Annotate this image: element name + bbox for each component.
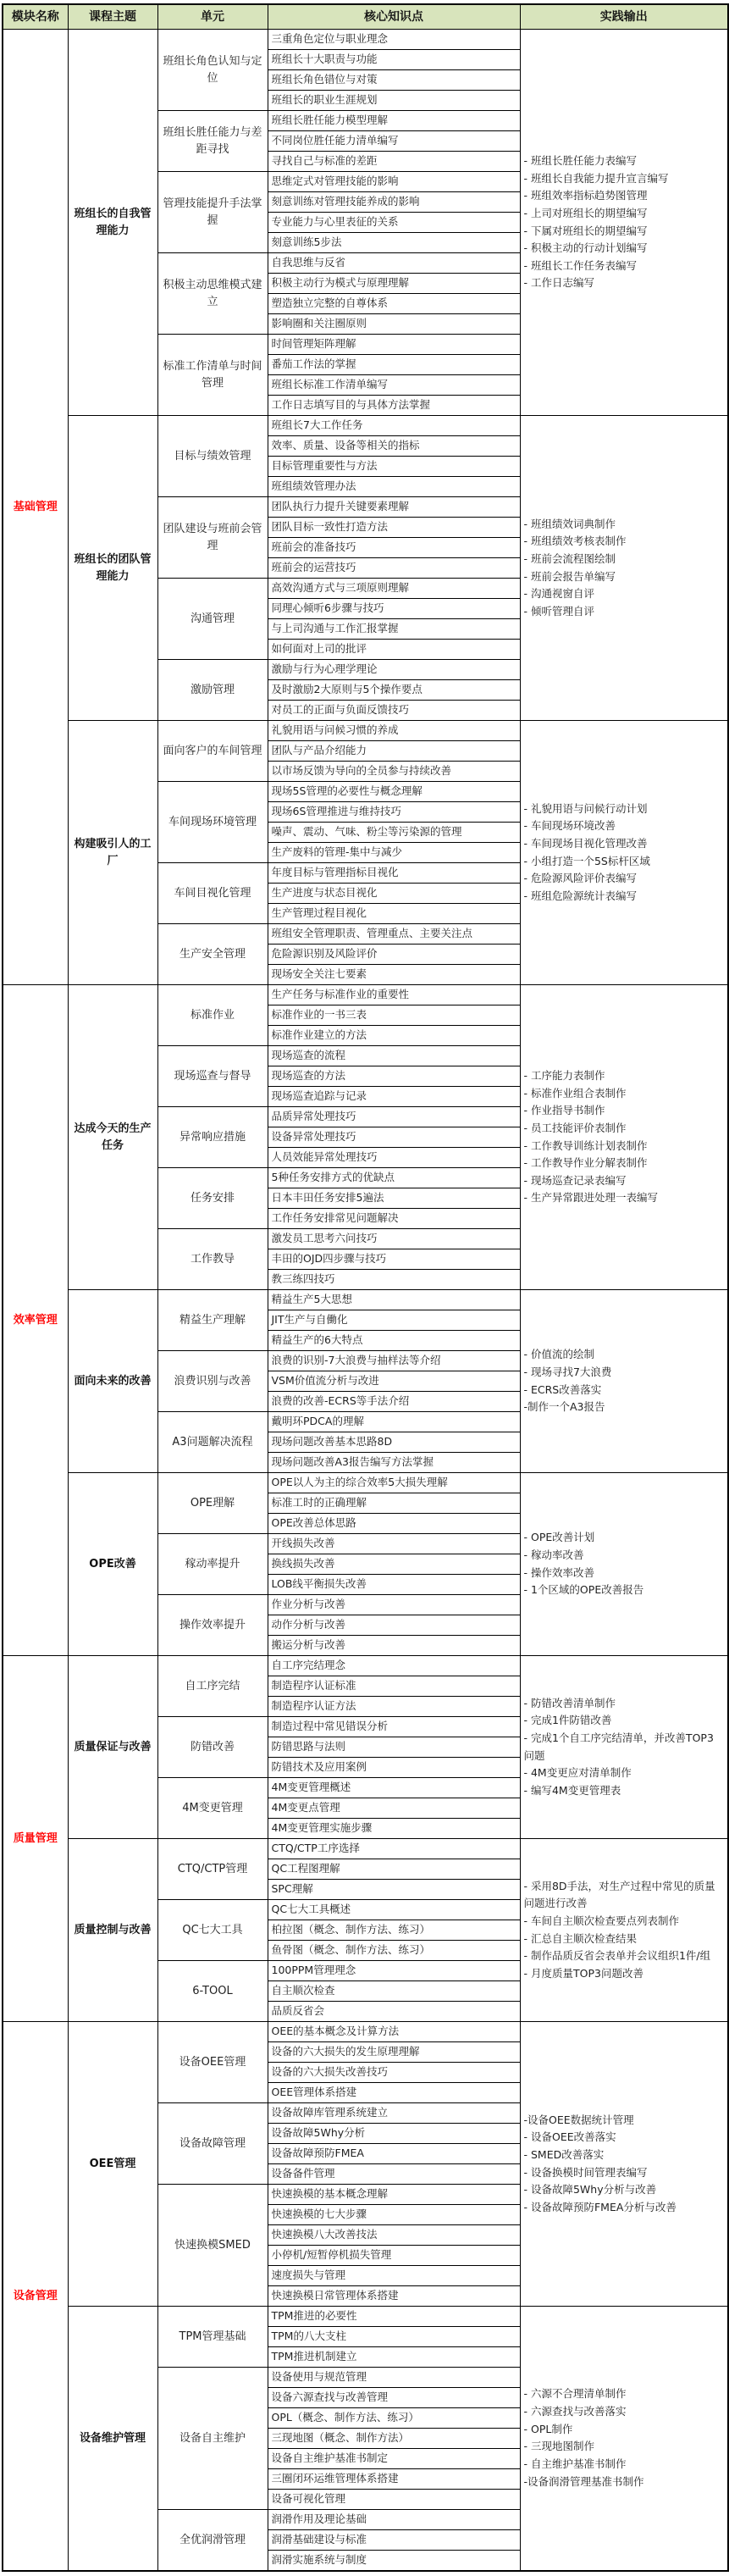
- knowledge-point-cell: 礼貌用语与问候习惯的养成: [268, 721, 520, 741]
- knowledge-point-cell: 三圈闭环运维管理体系搭建: [268, 2469, 520, 2490]
- unit-cell: 面向客户的车间管理: [157, 721, 268, 782]
- output-item: - 工作日志编写: [523, 276, 594, 290]
- knowledge-point-cell: 设备异常处理技巧: [268, 1127, 520, 1148]
- table-row: [3, 1656, 728, 1676]
- output-item: - 工序能力表制作: [523, 1069, 605, 1082]
- column-header-knowledge: 核心知识点: [268, 4, 520, 30]
- unit-cell: 全优润滑管理: [157, 2510, 268, 2571]
- knowledge-point-cell: 不同岗位胜任能力清单编写: [268, 131, 520, 152]
- knowledge-point-cell: 标准作业建立的方法: [268, 1026, 520, 1046]
- output-item: - 倾听管理自评: [523, 604, 594, 618]
- output-item: - 月度质量TOP3问题改善: [523, 1966, 643, 1980]
- output-item: - 班组绩效考核表制作: [523, 535, 627, 548]
- output-item: - 1个区域的OPE改善报告: [523, 1583, 644, 1597]
- knowledge-point-cell: 小停机/短暂停机损失管理: [268, 2246, 520, 2266]
- knowledge-point-cell: QC工程图理解: [268, 1859, 520, 1880]
- output-item: - 自主维护基准书制作: [523, 2457, 627, 2470]
- unit-cell: 异常响应措施: [157, 1107, 268, 1168]
- table-row: [3, 1473, 728, 1493]
- unit-cell: 生产安全管理: [157, 924, 268, 985]
- unit-cell: 设备故障管理: [157, 2103, 268, 2185]
- knowledge-point-cell: 班组长标准工作清单编写: [268, 375, 520, 396]
- unit-cell: 任务安排: [157, 1168, 268, 1229]
- knowledge-point-cell: 现场6S管理推进与维持技巧: [268, 802, 520, 823]
- unit-cell: 6-TOOL: [157, 1961, 268, 2022]
- unit-cell: 管理技能提升手法掌握: [157, 172, 268, 253]
- output-item: - 班组长工作任务表编写: [523, 258, 637, 272]
- module-name-cell: 质量管理: [3, 1656, 68, 2022]
- knowledge-point-cell: 现场巡查的流程: [268, 1046, 520, 1066]
- knowledge-point-cell: 塑造独立完整的自尊体系: [268, 294, 520, 314]
- course-theme-cell: 达成今天的生产任务: [68, 985, 157, 1290]
- knowledge-point-cell: 标准作业的一书三表: [268, 1005, 520, 1026]
- knowledge-point-cell: SPC理解: [268, 1880, 520, 1900]
- practice-outputs-cell: [520, 1473, 728, 1656]
- output-item: - 完成1件防错改善: [523, 1714, 612, 1727]
- knowledge-point-cell: 制造程序认证方法: [268, 1697, 520, 1717]
- output-item: - 采用8D手法，对生产过程中常见的质量问题进行改善: [523, 1879, 715, 1910]
- knowledge-point-cell: 4M变更点管理: [268, 1798, 520, 1819]
- unit-cell: 精益生产理解: [157, 1290, 268, 1351]
- knowledge-point-cell: 设备可视化管理: [268, 2490, 520, 2510]
- knowledge-point-cell: 生产任务与标准作业的重要性: [268, 985, 520, 1005]
- output-item: - 礼貌用语与问候行动计划: [523, 801, 648, 815]
- knowledge-point-cell: 防错技术及应用案例: [268, 1758, 520, 1778]
- knowledge-point-cell: 如何面对上司的批评: [268, 640, 520, 660]
- output-item: - 设备故障5Why分析与改善: [523, 2183, 657, 2197]
- output-item: - 标准作业组合表制作: [523, 1086, 627, 1100]
- module-name-cell: 基础管理: [3, 30, 68, 985]
- module-name-cell: 设备管理: [3, 2022, 68, 2571]
- table-row: [3, 2307, 728, 2327]
- knowledge-point-cell: 刻意训练5步法: [268, 233, 520, 253]
- unit-cell: 目标与绩效管理: [157, 416, 268, 497]
- knowledge-point-cell: 设备使用与规范管理: [268, 2368, 520, 2388]
- knowledge-point-cell: 噪声、震动、气味、粉尘等污染源的管理: [268, 823, 520, 843]
- table-row: [3, 1290, 728, 1310]
- knowledge-point-cell: 及时激励2大原则与5个操作要点: [268, 680, 520, 701]
- output-item: - OPL制作: [523, 2422, 573, 2435]
- knowledge-point-cell: OEE的基本概念及计算方法: [268, 2022, 520, 2042]
- knowledge-point-cell: TPM的八大支柱: [268, 2327, 520, 2347]
- knowledge-point-cell: 设备的六大损失改善技巧: [268, 2063, 520, 2083]
- unit-cell: 操作效率提升: [157, 1595, 268, 1656]
- output-item: - SMED改善落实: [523, 2147, 605, 2161]
- column-header-module: 模块名称: [3, 4, 68, 30]
- knowledge-point-cell: 教三练四技巧: [268, 1270, 520, 1290]
- knowledge-point-cell: 设备六源查找与改善管理: [268, 2388, 520, 2408]
- output-item: - 完成1个自工序完结清单，并改善TOP3问题: [523, 1731, 714, 1762]
- unit-cell: 标准工作清单与时间管理: [157, 335, 268, 416]
- knowledge-point-cell: 动作分析与改善: [268, 1615, 520, 1636]
- output-item: - 现场寻找7大浪费: [523, 1365, 612, 1378]
- knowledge-point-cell: 积极主动行为模式与原理理解: [268, 274, 520, 294]
- output-item: - 班组效率指标趋势图管理: [523, 189, 648, 202]
- knowledge-point-cell: 4M变更管理概述: [268, 1778, 520, 1798]
- knowledge-point-cell: 浪费的改善-ECRS等手法介绍: [268, 1392, 520, 1412]
- output-item: - 价值流的绘制: [523, 1348, 594, 1361]
- unit-cell: 现场巡查与督导: [157, 1046, 268, 1107]
- output-item: - 工作教导训练计划表制作: [523, 1138, 648, 1152]
- output-item: - 班组长自我能力提升宣言编写: [523, 171, 669, 185]
- knowledge-point-cell: 设备的六大损失的发生原理理解: [268, 2042, 520, 2063]
- output-item: - 六源查找与改善落实: [523, 2405, 627, 2418]
- knowledge-point-cell: 现场巡查追踪与记录: [268, 1087, 520, 1107]
- column-header-theme: 课程主题: [68, 4, 157, 30]
- unit-cell: 团队建设与班前会管理: [157, 497, 268, 579]
- output-item: - 车间自主顺次检查要点列表制作: [523, 1914, 679, 1927]
- course-theme-cell: 班组长的自我管理能力: [68, 30, 157, 416]
- knowledge-point-cell: TPM推进的必要性: [268, 2307, 520, 2327]
- output-item: - 生产异常跟进处理一表编写: [523, 1191, 658, 1205]
- unit-cell: 沟通管理: [157, 579, 268, 660]
- knowledge-point-cell: OEE管理体系搭建: [268, 2083, 520, 2103]
- knowledge-point-cell: 刻意训练对管理技能养成的影响: [268, 192, 520, 213]
- unit-cell: 标准作业: [157, 985, 268, 1046]
- knowledge-point-cell: 工作任务安排常见问题解决: [268, 1209, 520, 1229]
- knowledge-point-cell: 班组长7大工作任务: [268, 416, 520, 436]
- output-item: - 设备换模时间管理表编写: [523, 2165, 648, 2179]
- knowledge-point-cell: 以市场反馈为导向的全员参与持续改善: [268, 762, 520, 782]
- table-row: [3, 1839, 728, 1859]
- output-item: - 六源不合理清单制作: [523, 2387, 627, 2401]
- knowledge-point-cell: 班组长的职业生涯规划: [268, 91, 520, 111]
- knowledge-point-cell: 班组绩效管理办法: [268, 477, 520, 497]
- course-theme-cell: OEE管理: [68, 2022, 157, 2307]
- output-item: - 沟通视窗自评: [523, 587, 594, 601]
- knowledge-point-cell: 开线损失改善: [268, 1534, 520, 1554]
- knowledge-point-cell: JIT生产与自働化: [268, 1310, 520, 1331]
- knowledge-point-cell: 品质异常处理技巧: [268, 1107, 520, 1127]
- knowledge-point-cell: 专业能力与心里表征的关系: [268, 213, 520, 233]
- output-item: - 制作品质反省会表单并会议组织1件/组: [523, 1949, 711, 1963]
- table-body: [3, 30, 728, 2571]
- knowledge-point-cell: OPL（概念、制作方法、练习）: [268, 2408, 520, 2429]
- unit-cell: 班组长胜任能力与差距寻找: [157, 111, 268, 172]
- output-item: -设备润滑管理基准书制作: [523, 2474, 644, 2488]
- knowledge-point-cell: 制造程序认证标准: [268, 1676, 520, 1697]
- table-row: [3, 721, 728, 741]
- unit-cell: 自工序完结: [157, 1656, 268, 1717]
- knowledge-point-cell: 日本丰田任务安排5遍法: [268, 1188, 520, 1209]
- knowledge-point-cell: 浪费的识别-7大浪费与抽样法等介绍: [268, 1351, 520, 1371]
- course-theme-cell: 设备维护管理: [68, 2307, 157, 2571]
- column-header-unit: 单元: [157, 4, 268, 30]
- knowledge-point-cell: 柏拉图（概念、制作方法、练习）: [268, 1920, 520, 1941]
- curriculum-page: [0, 3, 729, 2576]
- output-item: - 班组绩效词典制作: [523, 517, 616, 530]
- knowledge-point-cell: 班组安全管理职责、管理重点、主要关注点: [268, 924, 520, 945]
- knowledge-point-cell: 班组长胜任能力模型理解: [268, 111, 520, 131]
- knowledge-point-cell: 快速换模的七大步骤: [268, 2205, 520, 2225]
- knowledge-point-cell: 同理心倾听6步骤与技巧: [268, 599, 520, 619]
- unit-cell: CTQ/CTP管理: [157, 1839, 268, 1900]
- knowledge-point-cell: TPM推进机制建立: [268, 2347, 520, 2368]
- knowledge-point-cell: 换线损失改善: [268, 1554, 520, 1575]
- output-item: - 危险源风险评价表编写: [523, 872, 637, 885]
- knowledge-point-cell: VSM价值流分析与改进: [268, 1371, 520, 1392]
- knowledge-point-cell: 现场巡查的方法: [268, 1066, 520, 1087]
- knowledge-point-cell: OPE改善总体思路: [268, 1514, 520, 1534]
- knowledge-point-cell: 速度损失与管理: [268, 2266, 520, 2286]
- output-item: - 防错改善清单制作: [523, 1696, 616, 1709]
- output-item: - 稼动率改善: [523, 1548, 584, 1561]
- knowledge-point-cell: 快速换模八大改善技法: [268, 2225, 520, 2246]
- knowledge-point-cell: 快速换模的基本概念理解: [268, 2185, 520, 2205]
- knowledge-point-cell: 现场安全关注七要素: [268, 965, 520, 985]
- unit-cell: TPM管理基础: [157, 2307, 268, 2368]
- output-item: - 现场巡查记录表编写: [523, 1173, 627, 1187]
- unit-cell: 快速换模SMED: [157, 2185, 268, 2307]
- output-item: - 设备故障预防FMEA分析与改善: [523, 2200, 677, 2213]
- course-theme-cell: 面向未来的改善: [68, 1290, 157, 1473]
- unit-cell: 防错改善: [157, 1717, 268, 1778]
- unit-cell: 设备自主维护: [157, 2368, 268, 2510]
- knowledge-point-cell: 年度目标与管理指标目视化: [268, 863, 520, 884]
- output-item: - 上司对班组长的期望编写: [523, 206, 648, 219]
- output-item: - 编写4M变更管理表: [523, 1783, 621, 1797]
- course-theme-cell: 构建吸引人的工厂: [68, 721, 157, 985]
- knowledge-point-cell: 团队执行力提升关键要素理解: [268, 497, 520, 518]
- course-theme-cell: 班组长的团队管理能力: [68, 416, 157, 721]
- output-item: - 三现地图制作: [523, 2440, 594, 2453]
- output-item: - 汇总自主顺次检查结果: [523, 1931, 637, 1945]
- knowledge-point-cell: 现场5S管理的必要性与概念理解: [268, 782, 520, 802]
- knowledge-point-cell: 制造过程中常见错误分析: [268, 1717, 520, 1737]
- output-item: - OPE改善计划: [523, 1531, 595, 1544]
- output-item: - 班前会报告单编写: [523, 569, 616, 583]
- unit-cell: 工作教导: [157, 1229, 268, 1290]
- unit-cell: 4M变更管理: [157, 1778, 268, 1839]
- output-item: - ECRS改善落实: [523, 1382, 602, 1396]
- knowledge-point-cell: 防错思路与法则: [268, 1737, 520, 1758]
- output-item: - 下属对班组长的期望编写: [523, 224, 648, 237]
- knowledge-point-cell: 设备故障库管理系统建立: [268, 2103, 520, 2124]
- knowledge-point-cell: 番茄工作法的掌握: [268, 355, 520, 375]
- knowledge-point-cell: 4M变更管理实施步骤: [268, 1819, 520, 1839]
- output-item: - 车间现场环境改善: [523, 819, 616, 833]
- output-item: - 积极主动的行动计划编写: [523, 241, 648, 255]
- unit-cell: 班组长角色认知与定位: [157, 30, 268, 111]
- knowledge-point-cell: 搬运分析与改善: [268, 1636, 520, 1656]
- table-row: [3, 416, 728, 436]
- practice-outputs-cell: [520, 416, 728, 721]
- output-item: -设备OEE数据统计管理: [523, 2113, 634, 2126]
- knowledge-point-cell: 目标管理重要性与方法: [268, 457, 520, 477]
- knowledge-point-cell: 精益生产5大思想: [268, 1290, 520, 1310]
- practice-outputs-cell: [520, 1839, 728, 2022]
- knowledge-point-cell: 鱼骨图（概念、制作方法、练习）: [268, 1941, 520, 1961]
- knowledge-point-cell: 润滑基础建设与标准: [268, 2530, 520, 2551]
- course-theme-cell: 质量控制与改善: [68, 1839, 157, 2022]
- knowledge-point-cell: 戴明环PDCA的理解: [268, 1412, 520, 1432]
- knowledge-point-cell: 对员工的正面与负面反馈技巧: [268, 701, 520, 721]
- table-row: [3, 985, 728, 1005]
- knowledge-point-cell: 激励与行为心理学理论: [268, 660, 520, 680]
- course-theme-cell: 质量保证与改善: [68, 1656, 157, 1839]
- output-item: - 车间现场目视化管理改善: [523, 836, 648, 850]
- table-row: [3, 30, 728, 50]
- knowledge-point-cell: 寻找自己与标准的差距: [268, 152, 520, 172]
- practice-outputs-cell: [520, 2307, 728, 2571]
- knowledge-point-cell: 设备备件管理: [268, 2164, 520, 2185]
- knowledge-point-cell: 快速换模日常管理体系搭建: [268, 2286, 520, 2307]
- knowledge-point-cell: 设备故障5Why分析: [268, 2124, 520, 2144]
- unit-cell: 激励管理: [157, 660, 268, 721]
- knowledge-point-cell: 团队目标一致性打造方法: [268, 518, 520, 538]
- unit-cell: QC七大工具: [157, 1900, 268, 1961]
- unit-cell: 车间现场环境管理: [157, 782, 268, 863]
- knowledge-point-cell: OPE以人为主的综合效率5大损失理解: [268, 1473, 520, 1493]
- output-item: - 工作教导作业分解表制作: [523, 1156, 648, 1170]
- knowledge-point-cell: 班前会的运营技巧: [268, 558, 520, 579]
- output-item: - 操作效率改善: [523, 1565, 594, 1579]
- module-name-cell: 效率管理: [3, 985, 68, 1656]
- curriculum-table: [2, 3, 729, 2572]
- practice-outputs-cell: [520, 985, 728, 1290]
- knowledge-point-cell: 影响圈和关注圈原则: [268, 314, 520, 335]
- knowledge-point-cell: 5种任务安排方式的优缺点: [268, 1168, 520, 1188]
- knowledge-point-cell: 思维定式对管理技能的影响: [268, 172, 520, 192]
- knowledge-point-cell: 时间管理矩阵理解: [268, 335, 520, 355]
- output-item: - 4M变更应对清单制作: [523, 1766, 632, 1780]
- knowledge-point-cell: 高效沟通方式与三项原则理解: [268, 579, 520, 599]
- knowledge-point-cell: QC七大工具概述: [268, 1900, 520, 1920]
- output-item: - 班前会流程图绘制: [523, 551, 616, 565]
- knowledge-point-cell: 生产进度与状态目视化: [268, 884, 520, 904]
- knowledge-point-cell: 精益生产的6大特点: [268, 1331, 520, 1351]
- knowledge-point-cell: 自工序完结理念: [268, 1656, 520, 1676]
- practice-outputs-cell: [520, 1656, 728, 1839]
- knowledge-point-cell: 效率、质量、设备等相关的指标: [268, 436, 520, 457]
- knowledge-point-cell: 100PPM管理理念: [268, 1961, 520, 1981]
- unit-cell: 积极主动思维模式建立: [157, 253, 268, 335]
- practice-outputs-cell: [520, 721, 728, 985]
- output-item: - 班组危险源统计表编写: [523, 889, 637, 902]
- unit-cell: 浪费识别与改善: [157, 1351, 268, 1412]
- knowledge-point-cell: 丰田的OJD四步骤与技巧: [268, 1249, 520, 1270]
- knowledge-point-cell: 工作日志填写目的与具体方法掌握: [268, 396, 520, 416]
- knowledge-point-cell: 人员效能异常处理技巧: [268, 1148, 520, 1168]
- course-theme-cell: OPE改善: [68, 1473, 157, 1656]
- knowledge-point-cell: 团队与产品介绍能力: [268, 741, 520, 762]
- knowledge-point-cell: 自我思维与反省: [268, 253, 520, 274]
- practice-outputs-cell: [520, 2022, 728, 2307]
- unit-cell: 车间目视化管理: [157, 863, 268, 924]
- output-item: - 设备OEE改善落实: [523, 2130, 616, 2144]
- practice-outputs-cell: [520, 1290, 728, 1473]
- knowledge-point-cell: 危险源识别及风险评价: [268, 945, 520, 965]
- knowledge-point-cell: 三重角色定位与职业理念: [268, 30, 520, 50]
- output-item: -制作一个A3报告: [523, 1400, 605, 1414]
- knowledge-point-cell: 三现地图（概念、制作方法）: [268, 2429, 520, 2449]
- knowledge-point-cell: CTQ/CTP工序选择: [268, 1839, 520, 1859]
- header-row: [3, 4, 728, 30]
- knowledge-point-cell: 标准工时的正确理解: [268, 1493, 520, 1514]
- knowledge-point-cell: 现场问题改善A3报告编写方法掌握: [268, 1453, 520, 1473]
- practice-outputs-cell: [520, 30, 728, 416]
- knowledge-point-cell: 班组长角色错位与对策: [268, 70, 520, 91]
- knowledge-point-cell: 班组长十大职责与功能: [268, 50, 520, 70]
- knowledge-point-cell: 自主顺次检查: [268, 1981, 520, 2002]
- output-item: - 班组长胜任能力表编写: [523, 154, 637, 167]
- output-item: - 小组打造一个5S标杆区域: [523, 854, 650, 867]
- unit-cell: OPE理解: [157, 1473, 268, 1534]
- knowledge-point-cell: 班前会的准备技巧: [268, 538, 520, 558]
- table-row: [3, 2022, 728, 2042]
- knowledge-point-cell: 设备自主维护基准书制定: [268, 2449, 520, 2469]
- knowledge-point-cell: 作业分析与改善: [268, 1595, 520, 1615]
- table-header: [3, 4, 728, 30]
- knowledge-point-cell: 润滑实施系统与制度: [268, 2551, 520, 2571]
- knowledge-point-cell: 激发员工思考六问技巧: [268, 1229, 520, 1249]
- knowledge-point-cell: 与上司沟通与工作汇报掌握: [268, 619, 520, 640]
- knowledge-point-cell: 生产废料的管理-集中与减少: [268, 843, 520, 863]
- output-item: - 员工技能评价表制作: [523, 1121, 627, 1134]
- knowledge-point-cell: LOB线平衡损失改善: [268, 1575, 520, 1595]
- output-item: - 作业指导书制作: [523, 1104, 605, 1117]
- unit-cell: 设备OEE管理: [157, 2022, 268, 2103]
- unit-cell: A3问题解决流程: [157, 1412, 268, 1473]
- knowledge-point-cell: 现场问题改善基本思路8D: [268, 1432, 520, 1453]
- knowledge-point-cell: 生产管理过程目视化: [268, 904, 520, 924]
- knowledge-point-cell: 设备故障预防FMEA: [268, 2144, 520, 2164]
- unit-cell: 稼动率提升: [157, 1534, 268, 1595]
- knowledge-point-cell: 品质反省会: [268, 2002, 520, 2022]
- knowledge-point-cell: 润滑作用及理论基础: [268, 2510, 520, 2530]
- column-header-output: 实践输出: [520, 4, 728, 30]
